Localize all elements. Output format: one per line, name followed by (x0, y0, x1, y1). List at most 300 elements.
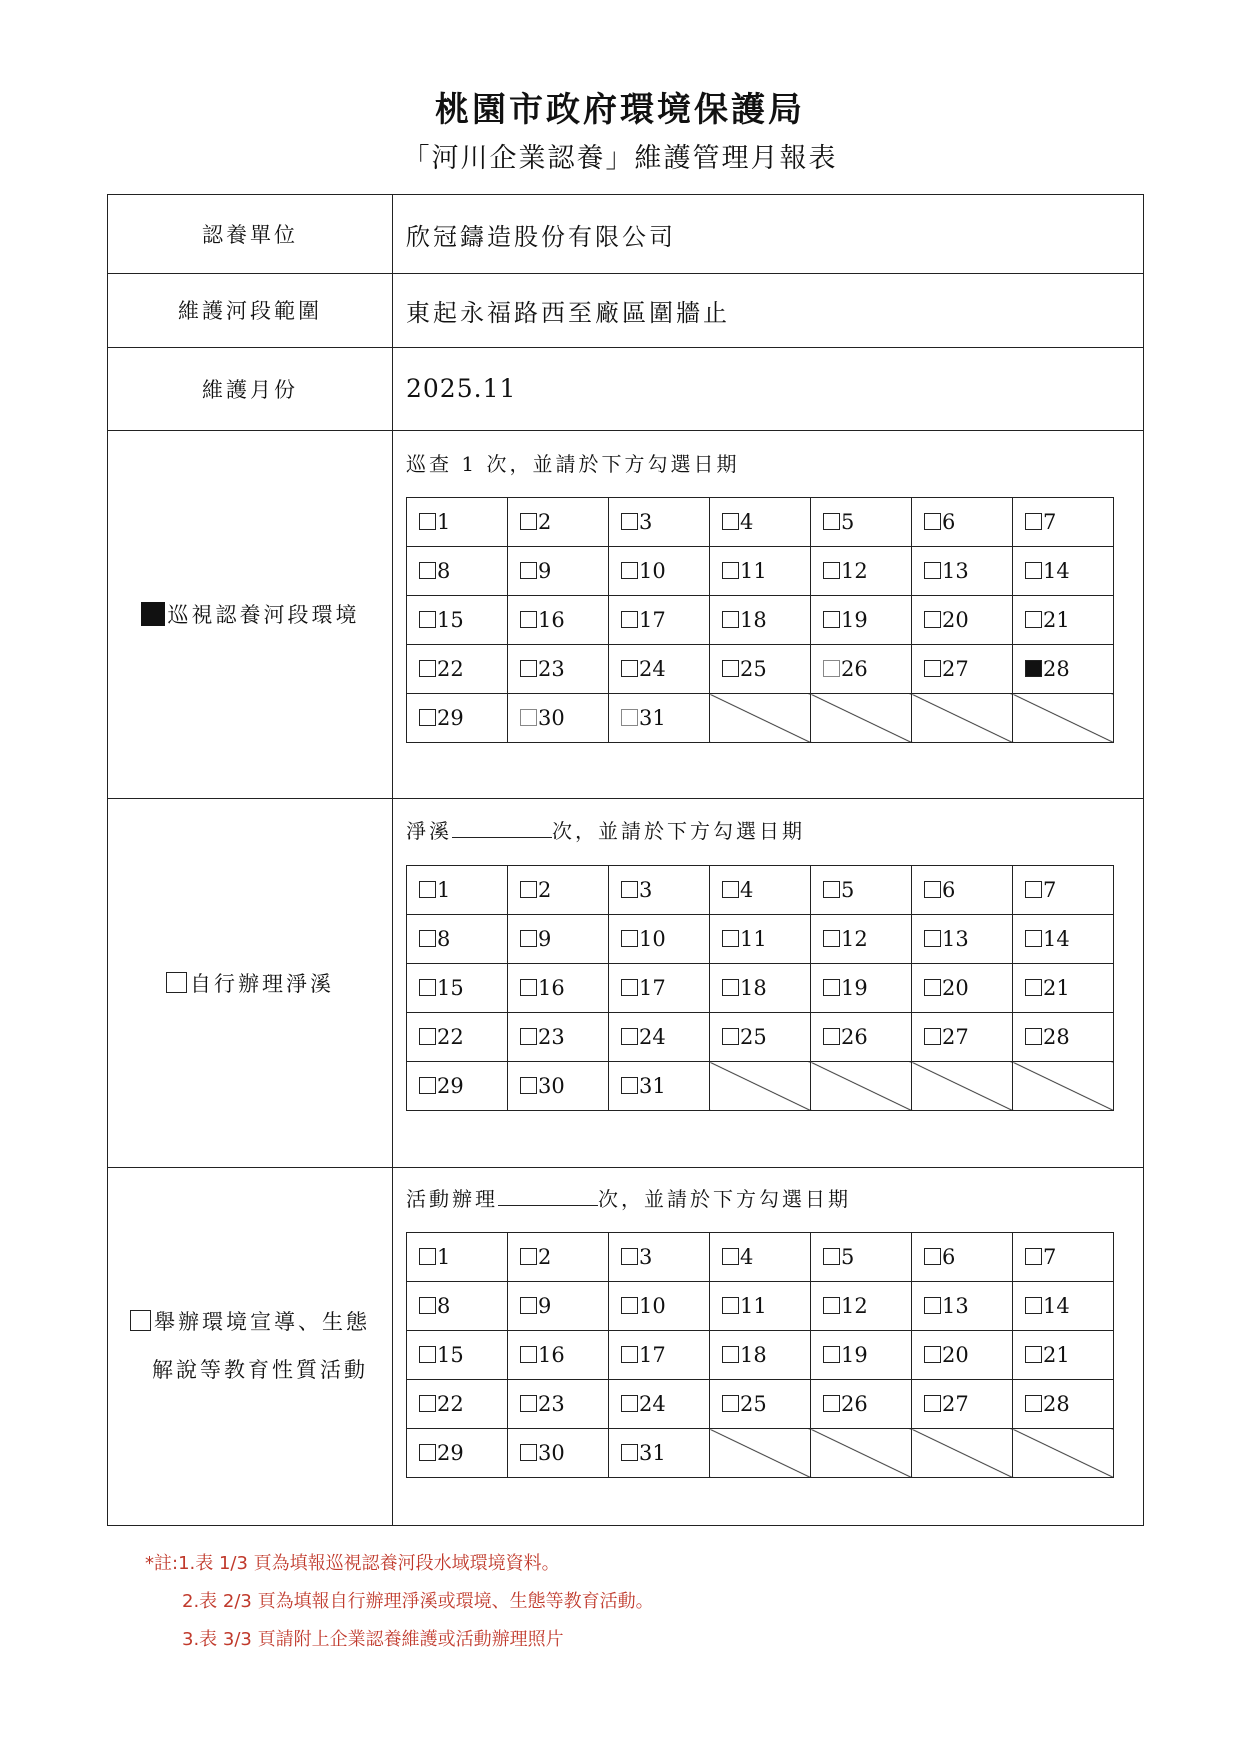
day-checkbox[interactable] (419, 1028, 436, 1045)
day-checkbox[interactable] (722, 1028, 739, 1045)
day-checkbox[interactable] (520, 513, 537, 530)
patrol-instruction-text: 巡查 1 次，並請於下方勾選日期 (406, 452, 740, 476)
day-checkbox[interactable] (621, 881, 638, 898)
calendar-row (407, 547, 1114, 596)
day-checkbox[interactable] (520, 611, 537, 628)
day-cell[interactable] (811, 498, 912, 547)
day-label: 19 (841, 976, 868, 1000)
day-checkbox[interactable] (520, 660, 537, 677)
range-value[interactable]: 東起永福路西至廠區圍牆止 (406, 298, 730, 327)
empty-day-cell (912, 1429, 1013, 1478)
day-label: 1 (437, 1245, 451, 1269)
day-checkbox[interactable] (823, 1297, 840, 1314)
day-checkbox[interactable] (520, 1077, 537, 1094)
day-label: 28 (1043, 1025, 1070, 1049)
empty-day-cell (811, 1429, 912, 1478)
day-cell[interactable] (710, 1331, 811, 1380)
day-checkbox[interactable] (520, 1297, 537, 1314)
day-checkbox[interactable] (924, 1028, 941, 1045)
patrol-label-text: 巡視認養河段環境 (167, 603, 360, 627)
day-label: 12 (841, 559, 868, 583)
day-label: 2 (538, 510, 552, 534)
day-label: 6 (942, 878, 956, 902)
day-checkbox[interactable] (419, 513, 436, 530)
education-instruction-pre: 活動辦理 (406, 1187, 498, 1211)
day-label: 11 (740, 1294, 767, 1318)
day-cell[interactable] (407, 915, 508, 964)
day-checkbox[interactable] (1025, 1395, 1042, 1412)
day-checkbox[interactable] (722, 562, 739, 579)
education-label-line2: 解說等教育性質活動 (152, 1357, 368, 1382)
day-checkbox[interactable] (1025, 562, 1042, 579)
day-label: 5 (841, 878, 855, 902)
day-checkbox[interactable] (924, 979, 941, 996)
day-checkbox[interactable] (924, 881, 941, 898)
day-cell[interactable] (508, 1282, 609, 1331)
day-checkbox[interactable] (520, 930, 537, 947)
day-label: 25 (740, 1025, 767, 1049)
day-cell[interactable] (609, 547, 710, 596)
day-label: 25 (740, 657, 767, 681)
day-checkbox[interactable] (520, 979, 537, 996)
day-label: 25 (740, 1392, 767, 1416)
day-cell[interactable] (407, 1013, 508, 1062)
day-checkbox[interactable] (419, 1077, 436, 1094)
day-label: 26 (841, 1025, 868, 1049)
day-cell[interactable] (811, 1380, 912, 1429)
day-label: 31 (639, 1074, 666, 1098)
day-checkbox[interactable] (823, 1395, 840, 1412)
day-cell[interactable] (1013, 596, 1114, 645)
day-cell[interactable] (407, 1233, 508, 1282)
day-cell[interactable] (912, 1013, 1013, 1062)
day-checkbox[interactable] (621, 930, 638, 947)
day-cell[interactable] (407, 498, 508, 547)
day-label: 22 (437, 657, 464, 681)
day-cell[interactable] (508, 1233, 609, 1282)
cleanup-section-label[interactable] (108, 798, 392, 1167)
day-cell[interactable] (710, 1282, 811, 1331)
education-label-line1: 舉辦環境宣導、生態 (154, 1309, 370, 1334)
calendar-row (407, 915, 1114, 964)
day-cell[interactable] (508, 1062, 609, 1111)
day-cell[interactable] (811, 964, 912, 1013)
day-checkbox[interactable] (823, 979, 840, 996)
day-label: 30 (538, 706, 565, 730)
day-cell[interactable] (912, 645, 1013, 694)
empty-day-cell (811, 1062, 912, 1111)
day-cell[interactable] (912, 964, 1013, 1013)
day-label: 4 (740, 878, 754, 902)
day-cell[interactable] (609, 866, 710, 915)
calendar-row (407, 694, 1114, 743)
page-title: 桃園市政府環境保護局 (435, 90, 805, 130)
day-label: 21 (1043, 1343, 1070, 1367)
cleanup-instruction-post: 次，並請於下方勾選日期 (552, 819, 805, 843)
day-checkbox[interactable] (823, 881, 840, 898)
day-cell[interactable] (609, 596, 710, 645)
day-label: 4 (740, 1245, 754, 1269)
day-label: 19 (841, 608, 868, 632)
day-cell[interactable] (407, 645, 508, 694)
day-checkbox[interactable] (419, 1346, 436, 1363)
day-cell[interactable] (508, 1013, 609, 1062)
day-checkbox[interactable] (419, 562, 436, 579)
day-label: 26 (841, 1392, 868, 1416)
adopter-value[interactable]: 欣冠鑄造股份有限公司 (406, 222, 676, 251)
day-checkbox[interactable] (722, 660, 739, 677)
day-label: 14 (1043, 1294, 1070, 1318)
column-divider (392, 195, 393, 1525)
day-cell[interactable] (811, 1282, 912, 1331)
day-label: 6 (942, 1245, 956, 1269)
day-checkbox[interactable] (621, 1444, 638, 1461)
day-checkbox[interactable] (1025, 1248, 1042, 1265)
day-label: 15 (437, 1343, 464, 1367)
day-checkbox[interactable] (520, 1346, 537, 1363)
day-checkbox[interactable] (722, 513, 739, 530)
day-checkbox[interactable] (1025, 1297, 1042, 1314)
day-label: 14 (1043, 927, 1070, 951)
day-checkbox[interactable] (823, 1028, 840, 1045)
day-checkbox[interactable] (621, 611, 638, 628)
day-label: 12 (841, 1294, 868, 1318)
day-label: 4 (740, 510, 754, 534)
day-checkbox[interactable] (924, 1248, 941, 1265)
day-checkbox[interactable] (1025, 1346, 1042, 1363)
day-cell[interactable] (508, 645, 609, 694)
day-cell[interactable] (811, 1331, 912, 1380)
cleanup-count-blank[interactable] (452, 819, 552, 838)
day-cell[interactable] (710, 866, 811, 915)
day-checkbox[interactable] (924, 930, 941, 947)
day-checkbox[interactable] (924, 513, 941, 530)
day-checkbox[interactable] (419, 1444, 436, 1461)
day-checkbox[interactable] (520, 1395, 537, 1412)
day-cell[interactable] (710, 1380, 811, 1429)
day-cell[interactable] (912, 596, 1013, 645)
day-label: 3 (639, 878, 653, 902)
day-cell[interactable] (1013, 866, 1114, 915)
day-checkbox[interactable] (419, 709, 436, 726)
day-cell[interactable] (609, 1062, 710, 1111)
day-cell[interactable] (710, 1013, 811, 1062)
empty-day-cell (912, 694, 1013, 743)
day-checkbox[interactable] (621, 562, 638, 579)
day-label: 22 (437, 1392, 464, 1416)
day-checkbox[interactable] (1025, 881, 1042, 898)
day-label: 17 (639, 1343, 666, 1367)
empty-day-cell (912, 1062, 1013, 1111)
month-value[interactable]: 2025.11 (406, 374, 517, 403)
day-cell[interactable] (508, 1429, 609, 1478)
day-label: 8 (437, 1294, 451, 1318)
day-checkbox[interactable] (924, 611, 941, 628)
day-cell[interactable] (912, 915, 1013, 964)
day-label: 9 (538, 559, 552, 583)
day-checkbox[interactable] (621, 1077, 638, 1094)
day-cell[interactable] (811, 1233, 912, 1282)
education-section-label[interactable] (108, 1167, 392, 1524)
page-subtitle: 「河川企業認養」維護管理月報表 (402, 143, 838, 174)
day-cell[interactable] (609, 694, 710, 743)
day-checkbox[interactable] (1025, 660, 1042, 677)
day-checkbox[interactable] (419, 1248, 436, 1265)
day-cell[interactable] (407, 1429, 508, 1478)
day-cell[interactable] (1013, 1380, 1114, 1429)
day-cell[interactable] (912, 1380, 1013, 1429)
day-cell[interactable] (912, 1233, 1013, 1282)
day-checkbox[interactable] (520, 1248, 537, 1265)
day-checkbox[interactable] (621, 1395, 638, 1412)
day-label: 7 (1043, 878, 1057, 902)
cleanup-instruction-pre: 淨溪 (406, 819, 452, 843)
day-cell[interactable] (1013, 1233, 1114, 1282)
day-cell[interactable] (609, 1282, 710, 1331)
day-cell[interactable] (811, 915, 912, 964)
day-cell[interactable] (710, 964, 811, 1013)
day-cell[interactable] (811, 547, 912, 596)
day-checkbox[interactable] (722, 979, 739, 996)
day-cell[interactable] (407, 1282, 508, 1331)
patrol-instruction (406, 448, 739, 477)
day-cell[interactable] (811, 645, 912, 694)
day-checkbox[interactable] (419, 881, 436, 898)
day-checkbox[interactable] (1025, 1028, 1042, 1045)
day-cell[interactable] (609, 1380, 710, 1429)
day-cell[interactable] (508, 1380, 609, 1429)
day-cell[interactable] (508, 866, 609, 915)
day-checkbox[interactable] (1025, 979, 1042, 996)
day-cell[interactable] (508, 964, 609, 1013)
day-checkbox[interactable] (419, 660, 436, 677)
day-checkbox[interactable] (1025, 611, 1042, 628)
day-checkbox[interactable] (621, 1248, 638, 1265)
day-checkbox[interactable] (722, 1297, 739, 1314)
day-cell[interactable] (609, 645, 710, 694)
day-label: 10 (639, 559, 666, 583)
day-checkbox[interactable] (520, 1028, 537, 1045)
day-cell[interactable] (508, 498, 609, 547)
day-cell[interactable] (609, 1233, 710, 1282)
day-checkbox[interactable] (722, 1346, 739, 1363)
day-checkbox[interactable] (722, 611, 739, 628)
calendar-row (407, 1062, 1114, 1111)
day-label: 24 (639, 1025, 666, 1049)
day-label: 11 (740, 927, 767, 951)
day-label: 20 (942, 608, 969, 632)
education-calendar (406, 1232, 1114, 1478)
day-checkbox[interactable] (520, 1444, 537, 1461)
day-cell[interactable] (912, 498, 1013, 547)
day-checkbox[interactable] (419, 1297, 436, 1314)
day-cell[interactable] (609, 498, 710, 547)
day-checkbox[interactable] (419, 611, 436, 628)
day-label: 29 (437, 706, 464, 730)
day-label: 30 (538, 1074, 565, 1098)
empty-day-cell (1013, 1429, 1114, 1478)
day-checkbox[interactable] (823, 930, 840, 947)
day-label: 26 (841, 657, 868, 681)
day-label: 27 (942, 1025, 969, 1049)
cleanup-checkbox[interactable] (166, 972, 187, 993)
day-label: 16 (538, 1343, 565, 1367)
day-label: 8 (437, 559, 451, 583)
day-label: 23 (538, 1025, 565, 1049)
day-checkbox[interactable] (823, 660, 840, 677)
day-checkbox[interactable] (924, 1297, 941, 1314)
calendar-row (407, 498, 1114, 547)
day-cell[interactable] (407, 1331, 508, 1380)
day-cell[interactable] (609, 1331, 710, 1380)
report-form (107, 194, 1144, 1526)
day-label: 23 (538, 657, 565, 681)
day-checkbox[interactable] (419, 979, 436, 996)
calendar-row (407, 1429, 1114, 1478)
day-cell[interactable] (609, 1429, 710, 1478)
day-label: 5 (841, 510, 855, 534)
day-label: 7 (1043, 510, 1057, 534)
day-label: 29 (437, 1074, 464, 1098)
day-checkbox[interactable] (722, 1395, 739, 1412)
patrol-section-label[interactable] (108, 430, 392, 798)
footnotes (145, 1545, 654, 1659)
day-checkbox[interactable] (823, 513, 840, 530)
day-cell[interactable] (710, 645, 811, 694)
patrol-checkbox[interactable] (141, 602, 165, 626)
day-cell[interactable] (407, 596, 508, 645)
day-cell[interactable] (407, 1380, 508, 1429)
day-label: 16 (538, 608, 565, 632)
day-label: 15 (437, 608, 464, 632)
day-checkbox[interactable] (621, 1028, 638, 1045)
day-label: 18 (740, 608, 767, 632)
day-cell[interactable] (710, 915, 811, 964)
day-label: 20 (942, 1343, 969, 1367)
day-checkbox[interactable] (1025, 513, 1042, 530)
day-cell[interactable] (912, 547, 1013, 596)
day-cell[interactable] (912, 866, 1013, 915)
education-instruction (406, 1183, 851, 1212)
empty-day-cell (1013, 694, 1114, 743)
day-cell[interactable] (407, 964, 508, 1013)
day-checkbox[interactable] (924, 1395, 941, 1412)
day-label: 24 (639, 1392, 666, 1416)
day-checkbox[interactable] (621, 979, 638, 996)
day-cell[interactable] (811, 596, 912, 645)
day-label: 15 (437, 976, 464, 1000)
day-cell[interactable] (407, 547, 508, 596)
day-checkbox[interactable] (621, 1297, 638, 1314)
day-cell[interactable] (811, 866, 912, 915)
day-label: 19 (841, 1343, 868, 1367)
day-cell[interactable] (912, 1331, 1013, 1380)
day-checkbox[interactable] (823, 611, 840, 628)
day-label: 30 (538, 1441, 565, 1465)
day-cell[interactable] (1013, 964, 1114, 1013)
calendar-row (407, 866, 1114, 915)
day-checkbox[interactable] (924, 562, 941, 579)
day-checkbox[interactable] (722, 930, 739, 947)
day-cell[interactable] (1013, 1331, 1114, 1380)
day-checkbox[interactable] (419, 1395, 436, 1412)
day-cell[interactable] (609, 1013, 710, 1062)
day-label: 13 (942, 559, 969, 583)
day-checkbox[interactable] (823, 1248, 840, 1265)
day-cell[interactable] (407, 694, 508, 743)
day-checkbox[interactable] (1025, 930, 1042, 947)
day-cell[interactable] (1013, 1013, 1114, 1062)
day-label: 17 (639, 608, 666, 632)
day-cell[interactable] (1013, 645, 1114, 694)
day-checkbox[interactable] (722, 881, 739, 898)
empty-day-cell (710, 1062, 811, 1111)
day-cell[interactable] (710, 1233, 811, 1282)
day-checkbox[interactable] (419, 930, 436, 947)
day-label: 11 (740, 559, 767, 583)
empty-day-cell (710, 694, 811, 743)
day-checkbox[interactable] (621, 1346, 638, 1363)
day-cell[interactable] (609, 915, 710, 964)
day-cell[interactable] (508, 694, 609, 743)
day-label: 5 (841, 1245, 855, 1269)
day-checkbox[interactable] (520, 562, 537, 579)
day-cell[interactable] (508, 1331, 609, 1380)
day-checkbox[interactable] (520, 709, 537, 726)
day-checkbox[interactable] (823, 1346, 840, 1363)
day-label: 1 (437, 878, 451, 902)
day-cell[interactable] (1013, 547, 1114, 596)
day-cell[interactable] (1013, 915, 1114, 964)
day-cell[interactable] (1013, 1282, 1114, 1331)
day-cell[interactable] (508, 547, 609, 596)
day-cell[interactable] (710, 498, 811, 547)
day-cell[interactable] (508, 915, 609, 964)
day-label: 8 (437, 927, 451, 951)
day-cell[interactable] (710, 596, 811, 645)
education-count-blank[interactable] (498, 1187, 598, 1206)
empty-day-cell (710, 1429, 811, 1478)
day-cell[interactable] (811, 1013, 912, 1062)
patrol-calendar (406, 497, 1114, 743)
day-cell[interactable] (407, 866, 508, 915)
day-cell[interactable] (1013, 498, 1114, 547)
day-checkbox[interactable] (621, 709, 638, 726)
education-checkbox[interactable] (130, 1310, 151, 1331)
day-cell[interactable] (710, 547, 811, 596)
day-label: 13 (942, 1294, 969, 1318)
day-checkbox[interactable] (520, 881, 537, 898)
day-checkbox[interactable] (823, 562, 840, 579)
day-cell[interactable] (912, 1282, 1013, 1331)
day-label: 7 (1043, 1245, 1057, 1269)
day-label: 17 (639, 976, 666, 1000)
day-checkbox[interactable] (924, 1346, 941, 1363)
cleanup-instruction (406, 815, 805, 844)
day-cell[interactable] (508, 596, 609, 645)
day-label: 24 (639, 657, 666, 681)
day-checkbox[interactable] (722, 1248, 739, 1265)
day-cell[interactable] (407, 1062, 508, 1111)
day-checkbox[interactable] (621, 513, 638, 530)
cleanup-calendar (406, 865, 1114, 1111)
calendar-row (407, 964, 1114, 1013)
day-checkbox[interactable] (621, 660, 638, 677)
calendar-row (407, 1013, 1114, 1062)
day-cell[interactable] (609, 964, 710, 1013)
note-2: 2.表 2/3 頁為填報自行辦理淨溪或環境、生態等教育活動。 (182, 1591, 654, 1612)
day-checkbox[interactable] (924, 660, 941, 677)
